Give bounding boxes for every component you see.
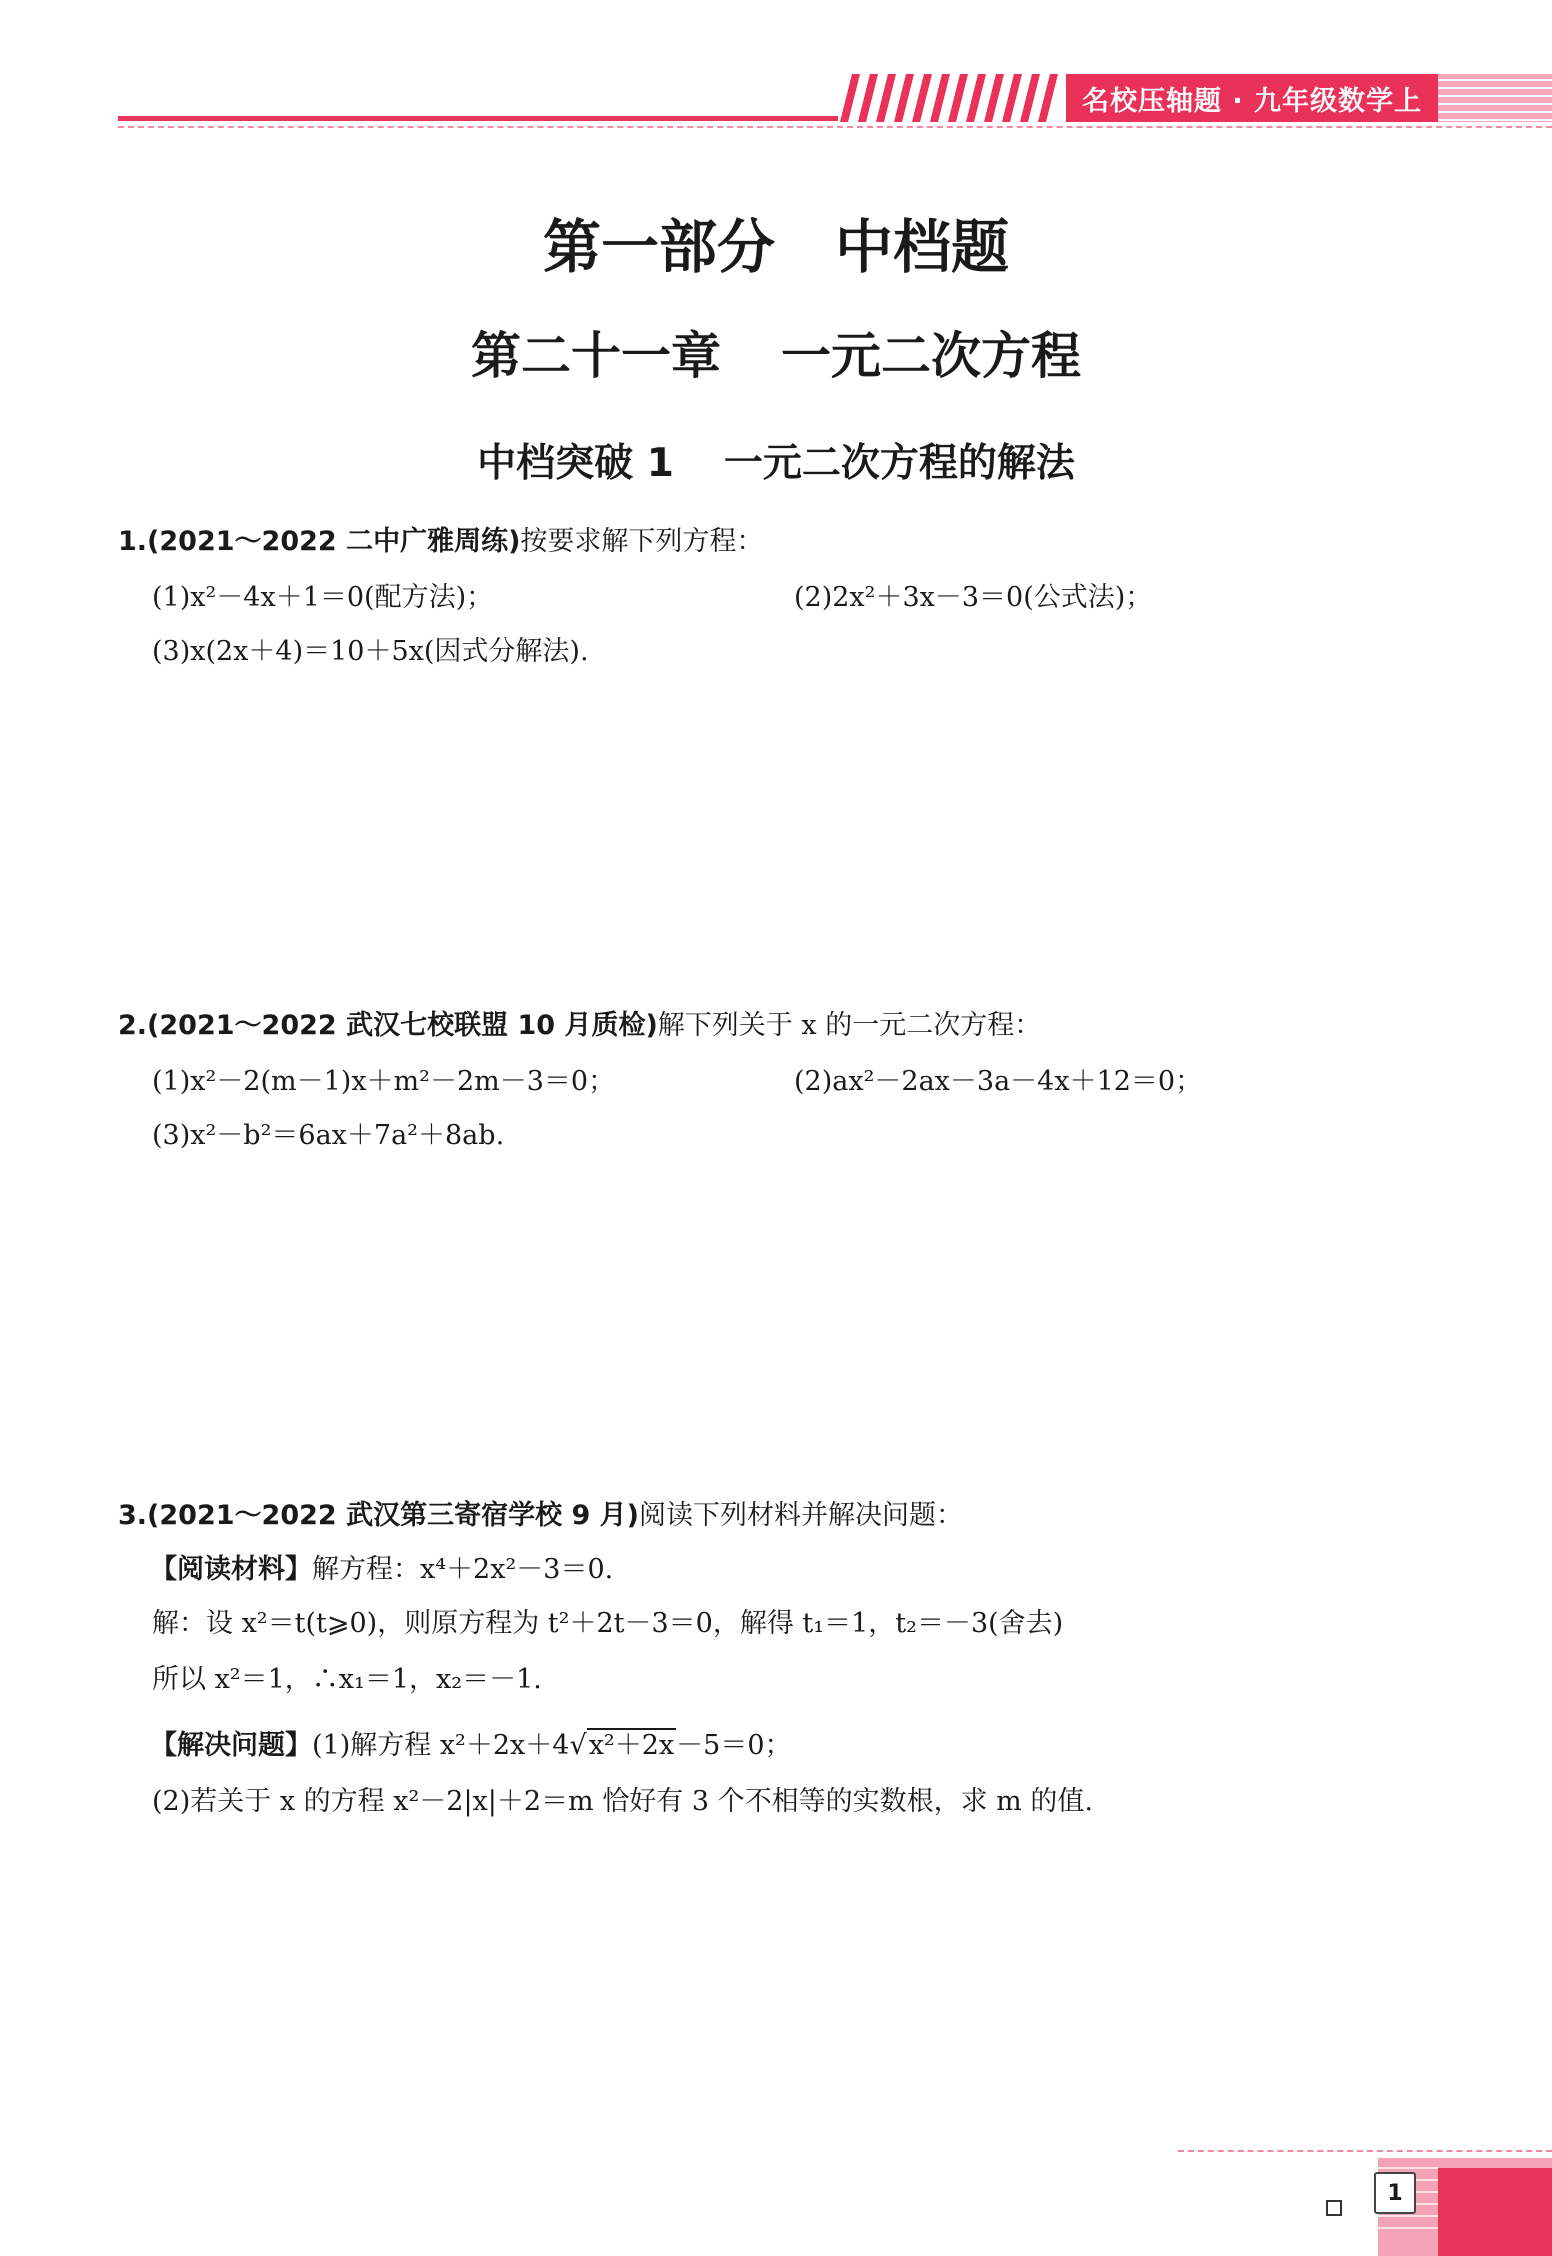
header-rule <box>118 116 838 121</box>
footer-square-icon <box>1326 2200 1342 2216</box>
problem-source: (2021～2022 武汉第三寄宿学校 9 月) <box>147 1500 640 1531</box>
header-dashed-rule <box>118 126 1552 128</box>
chapter-title-a: 第二十一章 <box>471 326 721 385</box>
solve-label: 【解决问题】 <box>150 1730 312 1761</box>
solution-line-2: 所以 x²＝1，∴x₁＝1，x₂＝－1. <box>152 1664 542 1695</box>
problem-2-heading <box>118 1006 1041 1046</box>
solve-q1-after: －5＝0； <box>676 1730 792 1761</box>
section-title-a: 中档突破 1 <box>477 441 674 486</box>
problem-number: 2. <box>118 1010 148 1041</box>
problem-1-item-3: (3)x(2x＋4)＝10＋5x(因式分解法). <box>152 636 589 667</box>
reading-material <box>150 1550 613 1590</box>
header-stripes <box>840 74 1070 122</box>
series-label: 名校压轴题 · 九年级数学上 <box>1066 74 1438 122</box>
problem-prompt: 按要求解下列方程： <box>520 526 764 557</box>
problem-number: 1. <box>118 526 148 557</box>
chapter-title <box>0 316 1552 388</box>
sqrt-radicand: x²＋2x <box>588 1730 675 1761</box>
chapter-title-b: 一元二次方程 <box>781 326 1081 385</box>
problem-2-item-1: (1)x²－2(m－1)x＋m²－2m－3＝0； <box>152 1066 616 1097</box>
problem-2-item-3: (3)x²－b²＝6ax＋7a²＋8ab. <box>152 1120 505 1151</box>
reading-label: 【阅读材料】 <box>150 1554 312 1585</box>
section-title-b: 一元二次方程的解法 <box>723 441 1075 486</box>
header-tail-pattern <box>1438 74 1552 122</box>
problem-3-heading <box>118 1496 963 1536</box>
part-title-a: 第一部分 <box>542 213 775 281</box>
solve-question-1 <box>150 1726 792 1766</box>
problem-1-item-1: (1)x²－4x＋1＝0(配方法)； <box>152 582 494 613</box>
problem-source: (2021～2022 二中广雅周练) <box>147 526 521 557</box>
part-title <box>0 200 1552 284</box>
problem-1-item-2: (2)2x²＋3x－3＝0(公式法)； <box>794 582 1153 613</box>
solve-q1-before: (1)解方程 x²＋2x＋4 <box>312 1730 570 1761</box>
footer-dashed-rule <box>1178 2150 1552 2152</box>
part-title-b: 中档题 <box>835 213 1010 281</box>
problem-prompt: 解下列关于 x 的一元二次方程： <box>657 1010 1042 1041</box>
problem-1-heading <box>118 522 763 562</box>
solution-line-1: 解：设 x²＝t(t⩾0)，则原方程为 t²＋2t－3＝0，解得 t₁＝1，t₂＝－3(舍去) <box>152 1608 1064 1639</box>
problem-source: (2021～2022 武汉七校联盟 10 月质检) <box>147 1010 658 1041</box>
sqrt-sign-icon: √ <box>569 1730 587 1761</box>
problem-2-item-2: (2)ax²－2ax－3a－4x＋12＝0； <box>794 1066 1203 1097</box>
solve-question-2: (2)若关于 x 的方程 x²－2|x|＋2＝m 恰好有 3 个不相等的实数根，求 m 的值. <box>152 1786 1093 1817</box>
problem-number: 3. <box>118 1500 148 1531</box>
section-title <box>0 432 1552 488</box>
page-number: 1 <box>1374 2172 1416 2214</box>
reading-text: 解方程：x⁴＋2x²－3＝0. <box>312 1554 614 1585</box>
problem-prompt: 阅读下列材料并解决问题： <box>639 1500 964 1531</box>
